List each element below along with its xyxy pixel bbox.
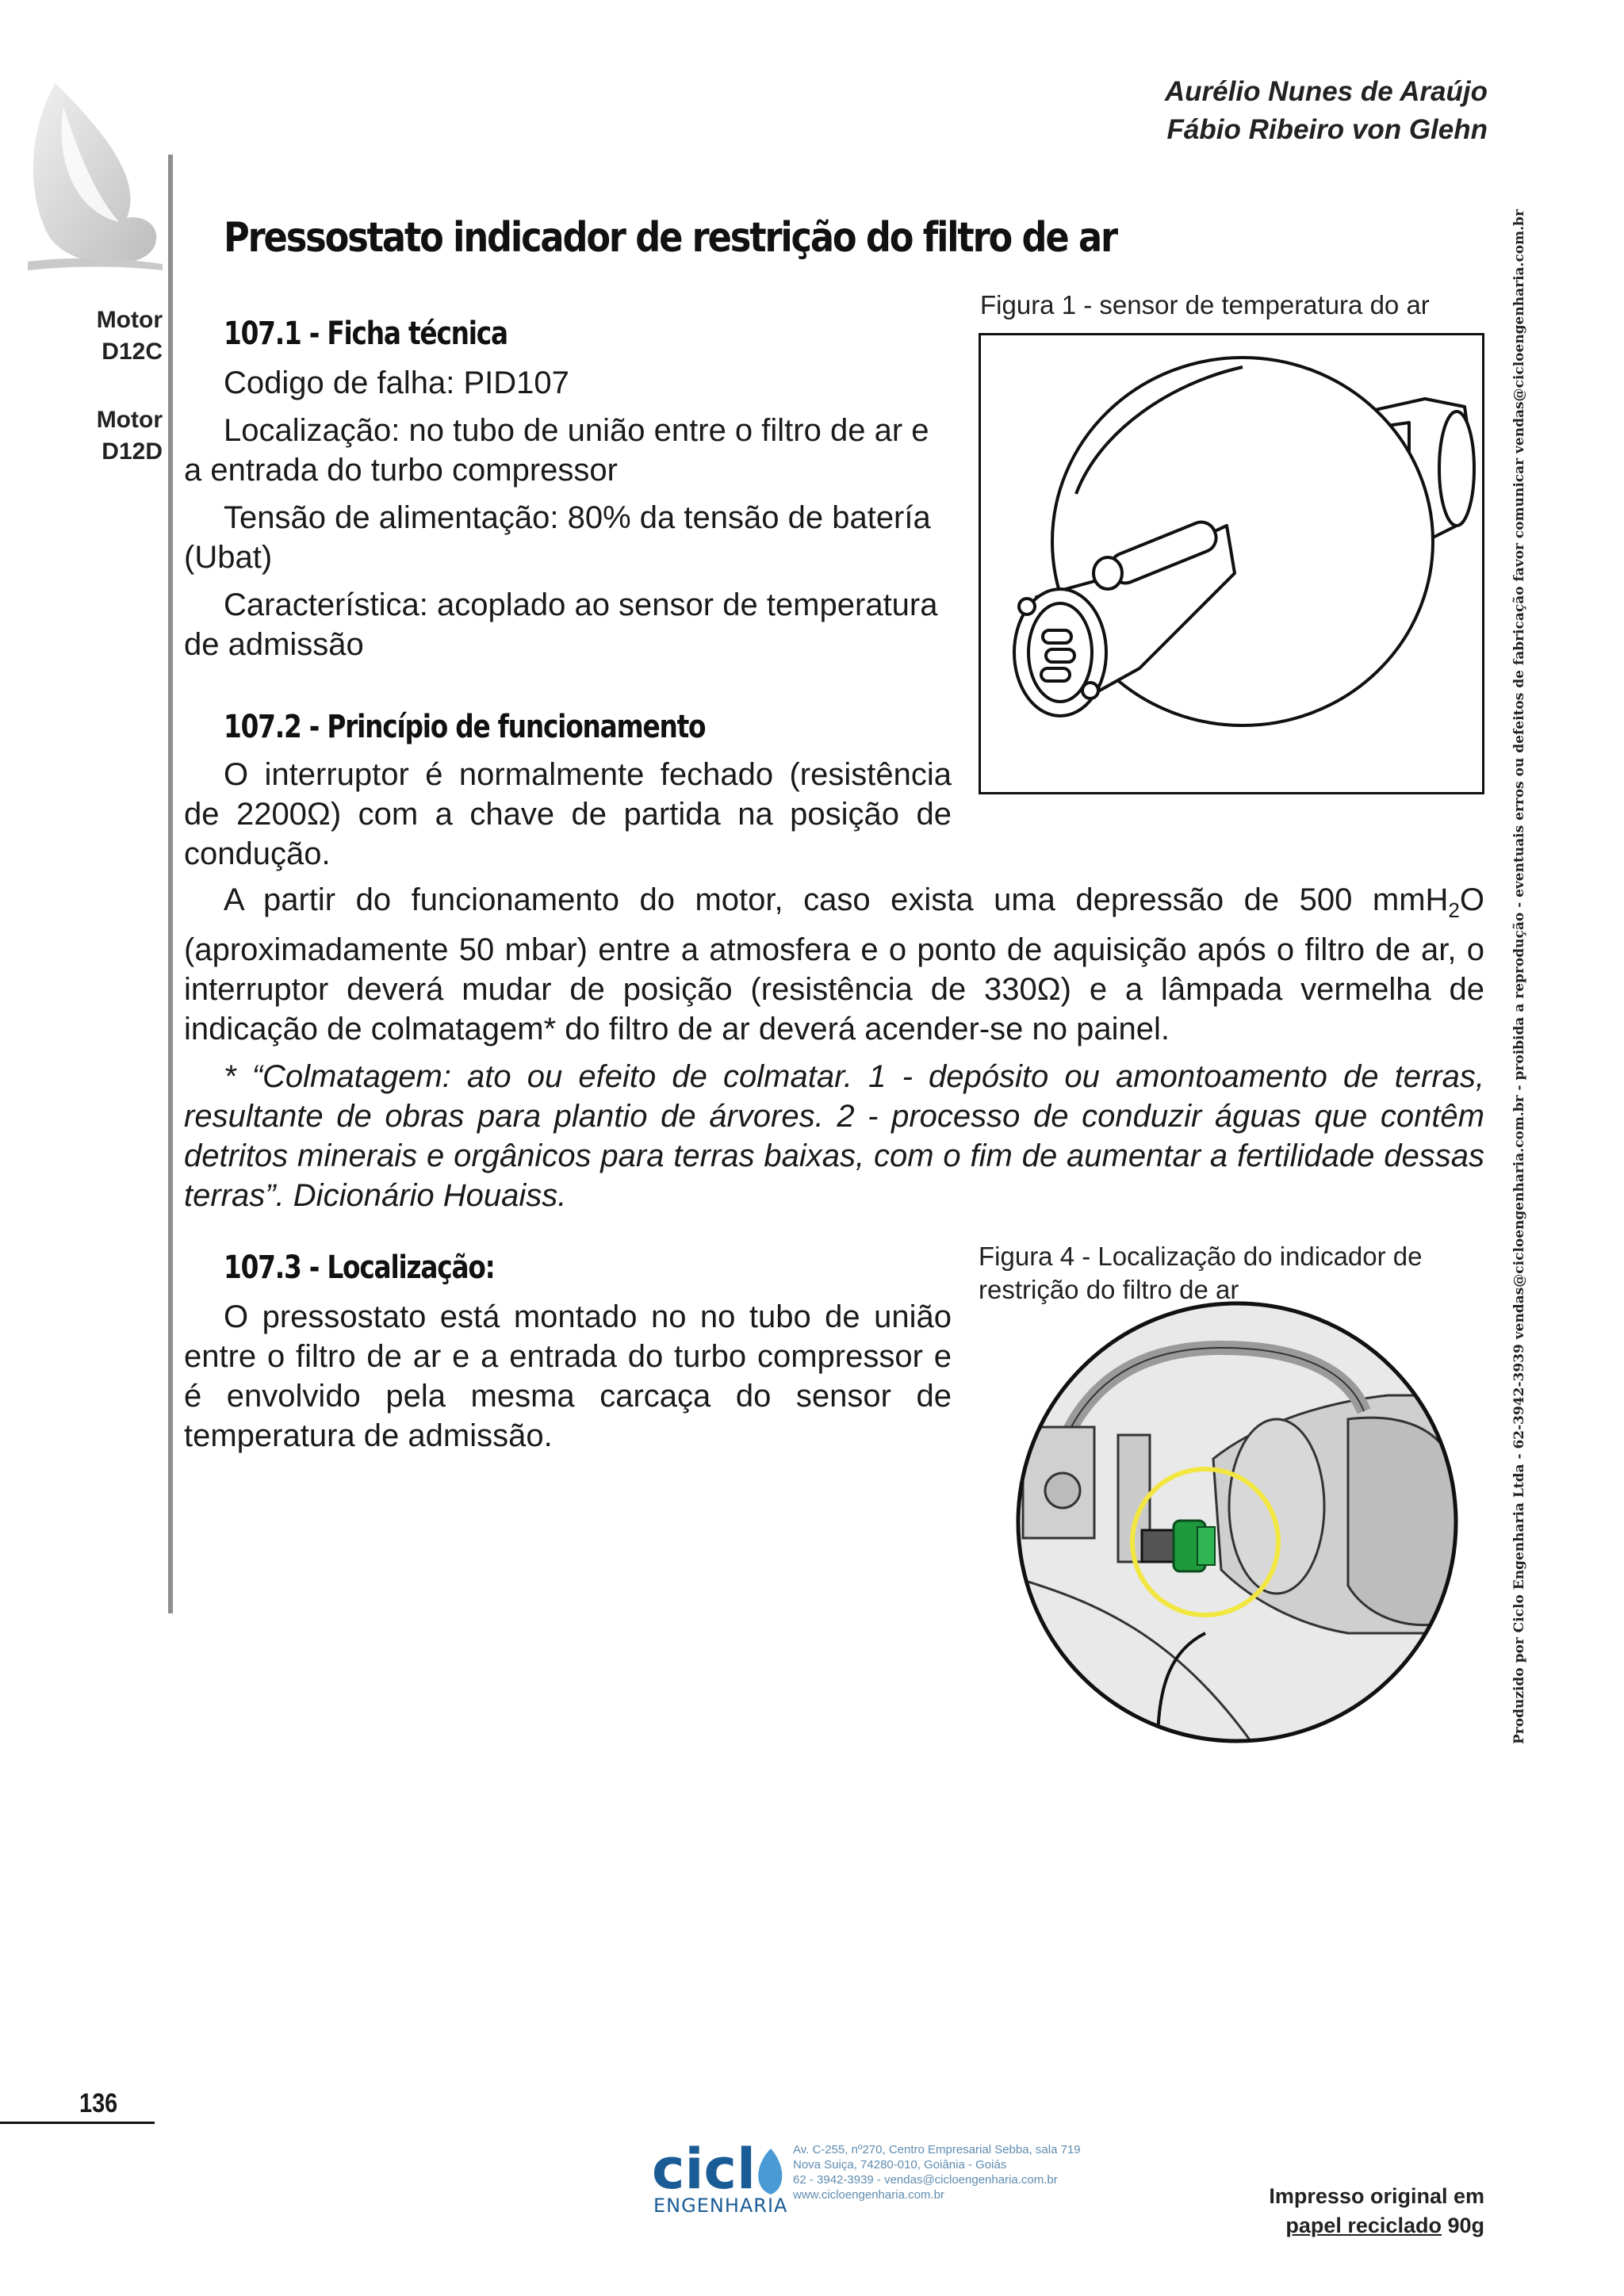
printed-line: Impresso original em bbox=[1269, 2184, 1484, 2208]
section-heading-localizacao: 107.3 - Localização: bbox=[224, 1249, 495, 1286]
engine-location-photo-icon bbox=[1015, 1300, 1459, 1744]
section-principio-para1 bbox=[184, 755, 952, 882]
motor-label-d12c bbox=[71, 304, 163, 368]
ficha-line: Característica: acoplado ao sensor de temperatura de admissão bbox=[184, 587, 938, 662]
recycled-paper-note bbox=[1269, 2182, 1484, 2241]
paper-weight-text: 90g bbox=[1441, 2214, 1484, 2237]
principio-paragraph: O interruptor é normalmente fechado (resistência de 2200Ω) com a chave de partida na posição de condução. bbox=[184, 757, 952, 871]
brand-leaf-icon bbox=[24, 75, 167, 274]
copyright-side-text bbox=[1511, 209, 1527, 1744]
sensor-illustration-icon bbox=[981, 335, 1482, 792]
motor-label-text: Motor bbox=[96, 407, 163, 433]
author-name: Fábio Ribeiro von Glehn bbox=[1166, 114, 1488, 145]
section-ficha-body bbox=[184, 363, 952, 672]
motor-model-text: D12C bbox=[102, 339, 163, 365]
ficha-line: Localização: no tubo de união entre o filtro de ar e a entrada do turbo compressor bbox=[184, 413, 929, 488]
address-line: Av. C-255, nº270, Centro Empresarial Sebba, sala 719 bbox=[793, 2143, 1081, 2156]
copyright-text: Produzido por Ciclo Engenharia Ltda - 62-3942-3939 vendas@cicloengenharia.com.br - proibida a reprodução - eventuais erros ou defeitos de fabricação favor comunicar vendas@cicloengenharia.com.br bbox=[1511, 209, 1527, 1744]
figure1-frame bbox=[979, 333, 1484, 794]
page-title: Pressostato indicador de restrição do filtro de ar bbox=[224, 214, 1116, 262]
motor-model-text: D12D bbox=[102, 438, 163, 465]
colmatagem-note: * “Colmatagem: ato ou efeito de colmatar. 1 - depósito ou amontoamento de terras, resultante de obras para plantio de árvores. 2 - processo de conduzir águas que contêm detritos minerais e orgânicos para terras baixas, com o fim de aumentar a fertilidade dessas terras”. Dicionário Houaiss. bbox=[184, 1059, 1484, 1213]
logo-text: cicl bbox=[652, 2137, 756, 2202]
motor-label-text: Motor bbox=[96, 307, 163, 333]
figure4-caption: Figura 4 - Localização do indicador de restrição do filtro de ar bbox=[979, 1242, 1423, 1304]
ficha-line: Tensão de alimentação: 80% da tensão de batería (Ubat) bbox=[184, 500, 931, 575]
figure1-caption: Figura 1 - sensor de temperatura do ar bbox=[980, 290, 1430, 320]
section-localizacao-body bbox=[184, 1297, 952, 1464]
footer-address bbox=[793, 2142, 1081, 2202]
page-number-rule bbox=[0, 2122, 155, 2124]
principio-text: O (aproximadamente 50 mbar) entre a atmosfera e o ponto de aquisição após o filtro de ar, o interruptor deverá mudar de posição (resistência de 330Ω) e a lâmpada vermelha de indicação de colmatagem* do filtro de ar deverá acender-se no painel. bbox=[184, 882, 1484, 1047]
page-number: 136 bbox=[79, 2088, 118, 2118]
section-principio-para2 bbox=[184, 880, 1484, 1223]
printed-underlined-text: papel reciclado bbox=[1285, 2214, 1442, 2237]
ficha-line: Codigo de falha: PID107 bbox=[224, 365, 569, 400]
vertical-rule bbox=[168, 155, 173, 1613]
printed-line bbox=[1269, 2211, 1484, 2241]
principio-paragraph bbox=[184, 880, 1484, 1049]
address-line: 62 - 3942-3939 - vendas@cicloengenharia.com.br bbox=[793, 2173, 1058, 2187]
subscript-2: 2 bbox=[1448, 898, 1460, 922]
motor-label-d12d bbox=[71, 404, 163, 468]
address-line: Nova Suiça, 74280-010, Goiânia - Goiás bbox=[793, 2158, 1007, 2172]
logo-subtext: ENGENHARIA bbox=[653, 2195, 788, 2217]
website-line: www.cicloengenharia.com.br bbox=[793, 2188, 944, 2202]
section-heading-principio: 107.2 - Princípio de funcionamento bbox=[224, 709, 706, 745]
localizacao-paragraph: O pressostato está montado no no tubo de união entre o filtro de ar e a entrada do turbo compressor e é envolvido pela mesma carcaça do sensor de temperatura de admissão. bbox=[184, 1299, 952, 1453]
principio-text: A partir do funcionamento do motor, caso exista uma depressão de 500 mmH bbox=[224, 882, 1449, 917]
author-block bbox=[1165, 73, 1488, 149]
ciclo-logo-icon bbox=[652, 2133, 795, 2220]
author-name: Aurélio Nunes de Araújo bbox=[1164, 76, 1488, 107]
section-heading-ficha: 107.1 - Ficha técnica bbox=[224, 316, 508, 352]
